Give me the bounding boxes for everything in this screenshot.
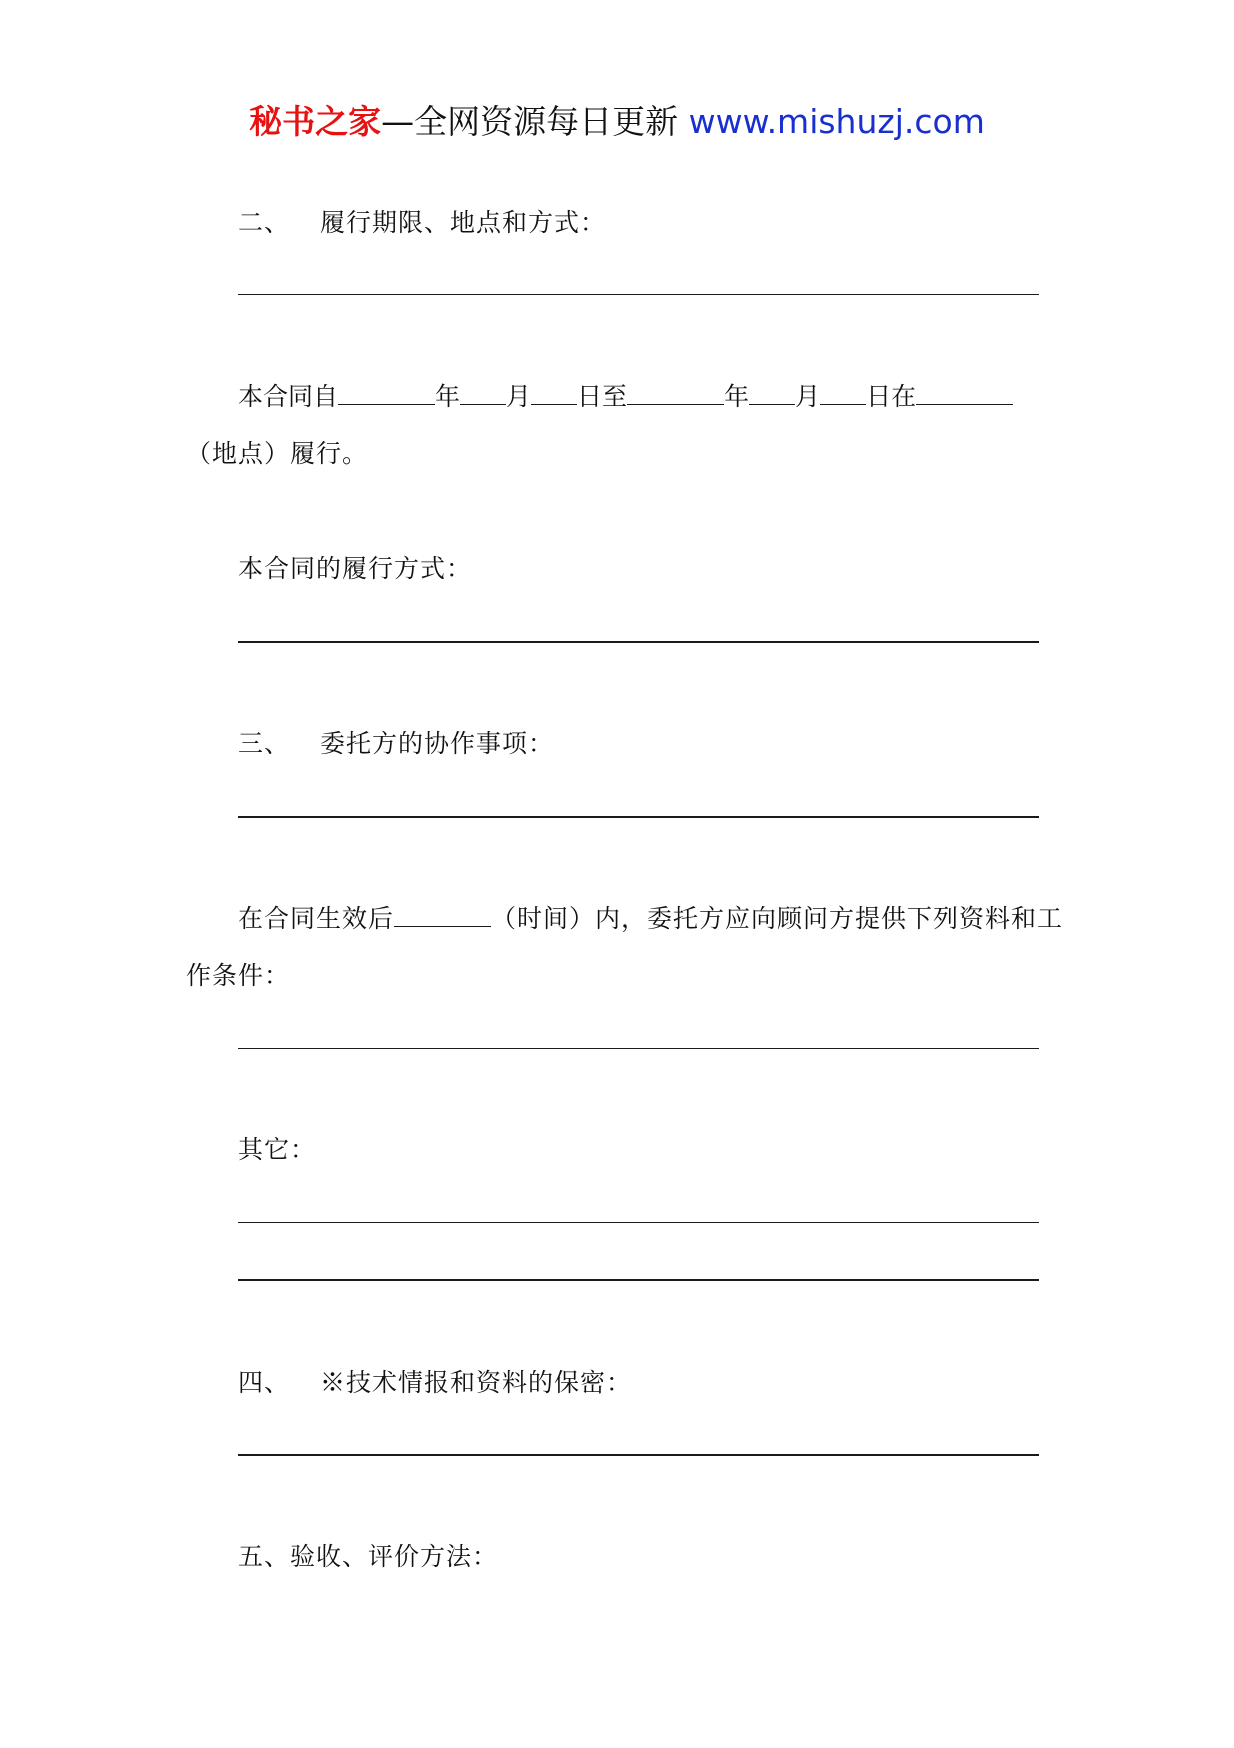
header-slogan: —全网资源每日更新 [381, 102, 679, 141]
coop-text-2: （时间）内，委托方应向顾问方提供下列资料和工 [491, 904, 1064, 933]
period-month-1: 月 [506, 382, 532, 411]
period-day-2: 日在 [866, 382, 917, 411]
fill-line [238, 1454, 1039, 1456]
fill-line [238, 641, 1039, 643]
end-day-blank[interactable] [820, 378, 866, 405]
site-url-link[interactable]: www.mishuzj.com [688, 102, 985, 141]
fill-line [238, 294, 1039, 295]
period-year-2: 年 [724, 382, 750, 411]
other-label: 其它： [238, 1135, 317, 1164]
end-year-blank[interactable] [627, 378, 724, 405]
period-day-1: 日至 [577, 382, 628, 411]
coop-paragraph [238, 900, 1063, 936]
location-blank[interactable] [916, 378, 1013, 405]
period-line-2: （地点）履行。 [186, 439, 369, 468]
fill-line [238, 1279, 1039, 1281]
start-year-blank[interactable] [338, 378, 435, 405]
section-3-number: 三、 [238, 729, 291, 758]
fill-line [238, 816, 1039, 818]
section-5-heading: 五、验收、评价方法： [238, 1542, 499, 1571]
period-paragraph [238, 378, 1013, 414]
section-4-title: ※技术情报和资料的保密： [320, 1368, 633, 1397]
period-text-1: 本合同自 [238, 382, 339, 411]
start-day-blank[interactable] [531, 378, 577, 405]
section-2-title: 履行期限、地点和方式： [320, 208, 607, 237]
coop-text-1: 在合同生效后 [238, 904, 395, 933]
brand-name: 秘书之家 [249, 102, 382, 141]
section-2-number: 二、 [238, 208, 291, 237]
start-month-blank[interactable] [460, 378, 506, 405]
fill-line [238, 1222, 1039, 1223]
section-3-heading [238, 727, 554, 761]
page-header [0, 100, 1234, 144]
time-blank[interactable] [394, 900, 491, 927]
period-month-2: 月 [795, 382, 821, 411]
section-2-heading [238, 206, 606, 240]
section-4-number: 四、 [238, 1368, 291, 1397]
end-month-blank[interactable] [749, 378, 795, 405]
section-4-heading [238, 1366, 632, 1400]
period-year-1: 年 [435, 382, 461, 411]
method-label: 本合同的履行方式： [238, 554, 473, 583]
fill-line [238, 1048, 1039, 1049]
coop-line-2: 作条件： [186, 961, 291, 990]
section-3-title: 委托方的协作事项： [320, 729, 555, 758]
